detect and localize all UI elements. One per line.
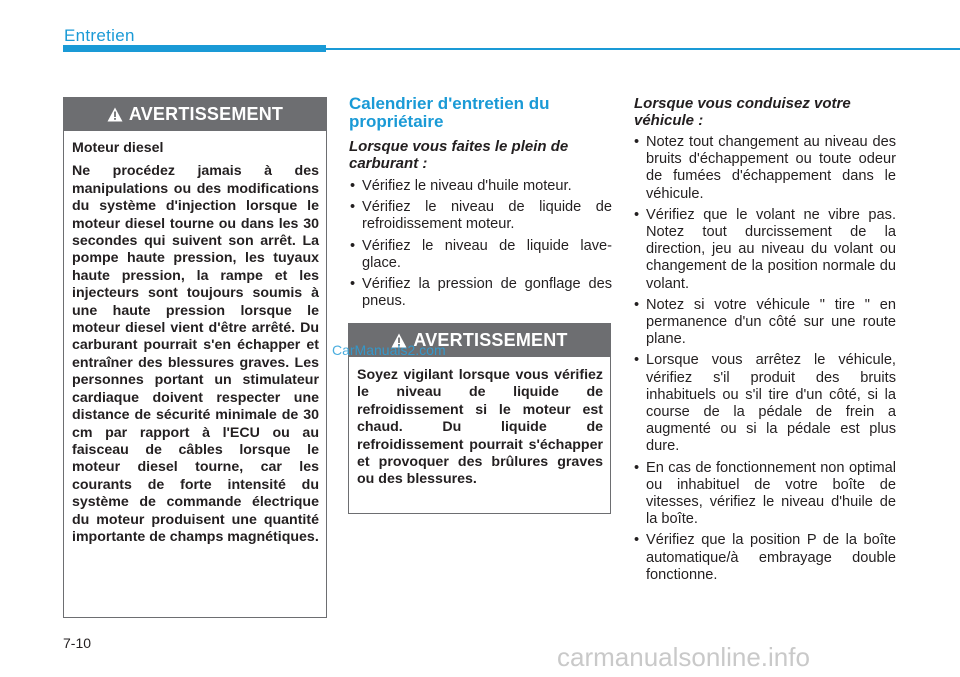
warning-title: AVERTISSEMENT [413, 330, 568, 350]
list-item: • Vérifiez la pression de gonflage des pneus. [350, 276, 612, 310]
section-title: Entretien [64, 26, 135, 45]
header-rule-thick [63, 45, 326, 52]
warning-subtitle: Moteur diesel [72, 140, 164, 156]
driving-checklist [634, 134, 896, 584]
refuel-subheading: Lorsque vous faites le plein de carburant : [349, 138, 569, 172]
header-rule-thin [326, 48, 960, 50]
list-item: • Vérifiez que la position P de la boîte automatique/à embrayage double fonctionne. [634, 532, 896, 584]
maintenance-heading: Calendrier d'entretien du propriétaire [349, 94, 550, 131]
warning-triangle-icon [107, 107, 123, 122]
driving-subheading: Lorsque vous conduisez votre véhicule : [634, 95, 851, 129]
warning-text: Soyez vigilant lorsque vous vérifiez le niveau de liquide de refroidissement si le moteur est chaud. Du liquide de refroidissement pourrait s'échapper et provoquer des brûlures graves ou des blessures. [357, 367, 603, 488]
list-item: • En cas de fonctionnement non optimal ou inhabituel de votre boîte de vitesses, vérifiez le niveau d'huile de la boîte. [634, 460, 896, 529]
list-item: • Vérifiez le niveau de liquide lave-glace. [350, 238, 612, 272]
list-item: • Vérifiez le niveau d'huile moteur. [350, 178, 612, 195]
warning-text: Ne procédez jamais à des manipulations ou des modifications du système d'injection lorsque le moteur diesel tourne ou dans les 30 secondes qui suivent son arrêt. La pompe haute pression, les tuyaux haute pression, la rampe et les injecteurs sont toujours soumis à une haute pression lorsque le moteur diesel vient d'être arrêté. Du carburant pourrait s'en échapper et entraîner des blessures graves. Les personnes portant un stimulateur cardiaque doivent respecter une distance de sécurité minimale de 30 cm par rapport à l'ECU ou au faisceau de câbles lorsque le moteur diesel tourne, car les courants de forte intensité du système de commande électrique du moteur produisent une quantité importante de champs magnétiques. [72, 163, 319, 545]
warning-body [349, 357, 610, 497]
watermark-top: CarManuals2.com [332, 342, 446, 358]
list-item: • Vérifiez que le volant ne vibre pas. Notez tout durcissement de la direction, jeu au niveau du volant ou changement de la position normale du volant. [634, 207, 896, 293]
list-item: • Lorsque vous arrêtez le véhicule, vérifiez s'il produit des bruits inhabituels ou s'il tire d'un côté, si la course de la pédale de frein a augmenté ou si la pédale est plus dure. [634, 352, 896, 455]
list-item: • Vérifiez le niveau de liquide de refroidissement moteur. [350, 199, 612, 233]
warning-header [64, 98, 326, 131]
warning-box-diesel [63, 97, 327, 618]
warning-body [64, 131, 326, 554]
watermark-bottom: carmanualsonline.info [557, 642, 810, 672]
page-number: 7-10 [63, 635, 92, 651]
warning-title: AVERTISSEMENT [128, 104, 284, 124]
list-item: • Notez si votre véhicule " tire " en permanence d'un côté sur une route plane. [634, 297, 896, 349]
list-item: • Notez tout changement au niveau des bruits d'échappement ou toute odeur de fumées d'échappement dans le véhicule. [634, 134, 896, 203]
refuel-checklist [350, 178, 612, 310]
